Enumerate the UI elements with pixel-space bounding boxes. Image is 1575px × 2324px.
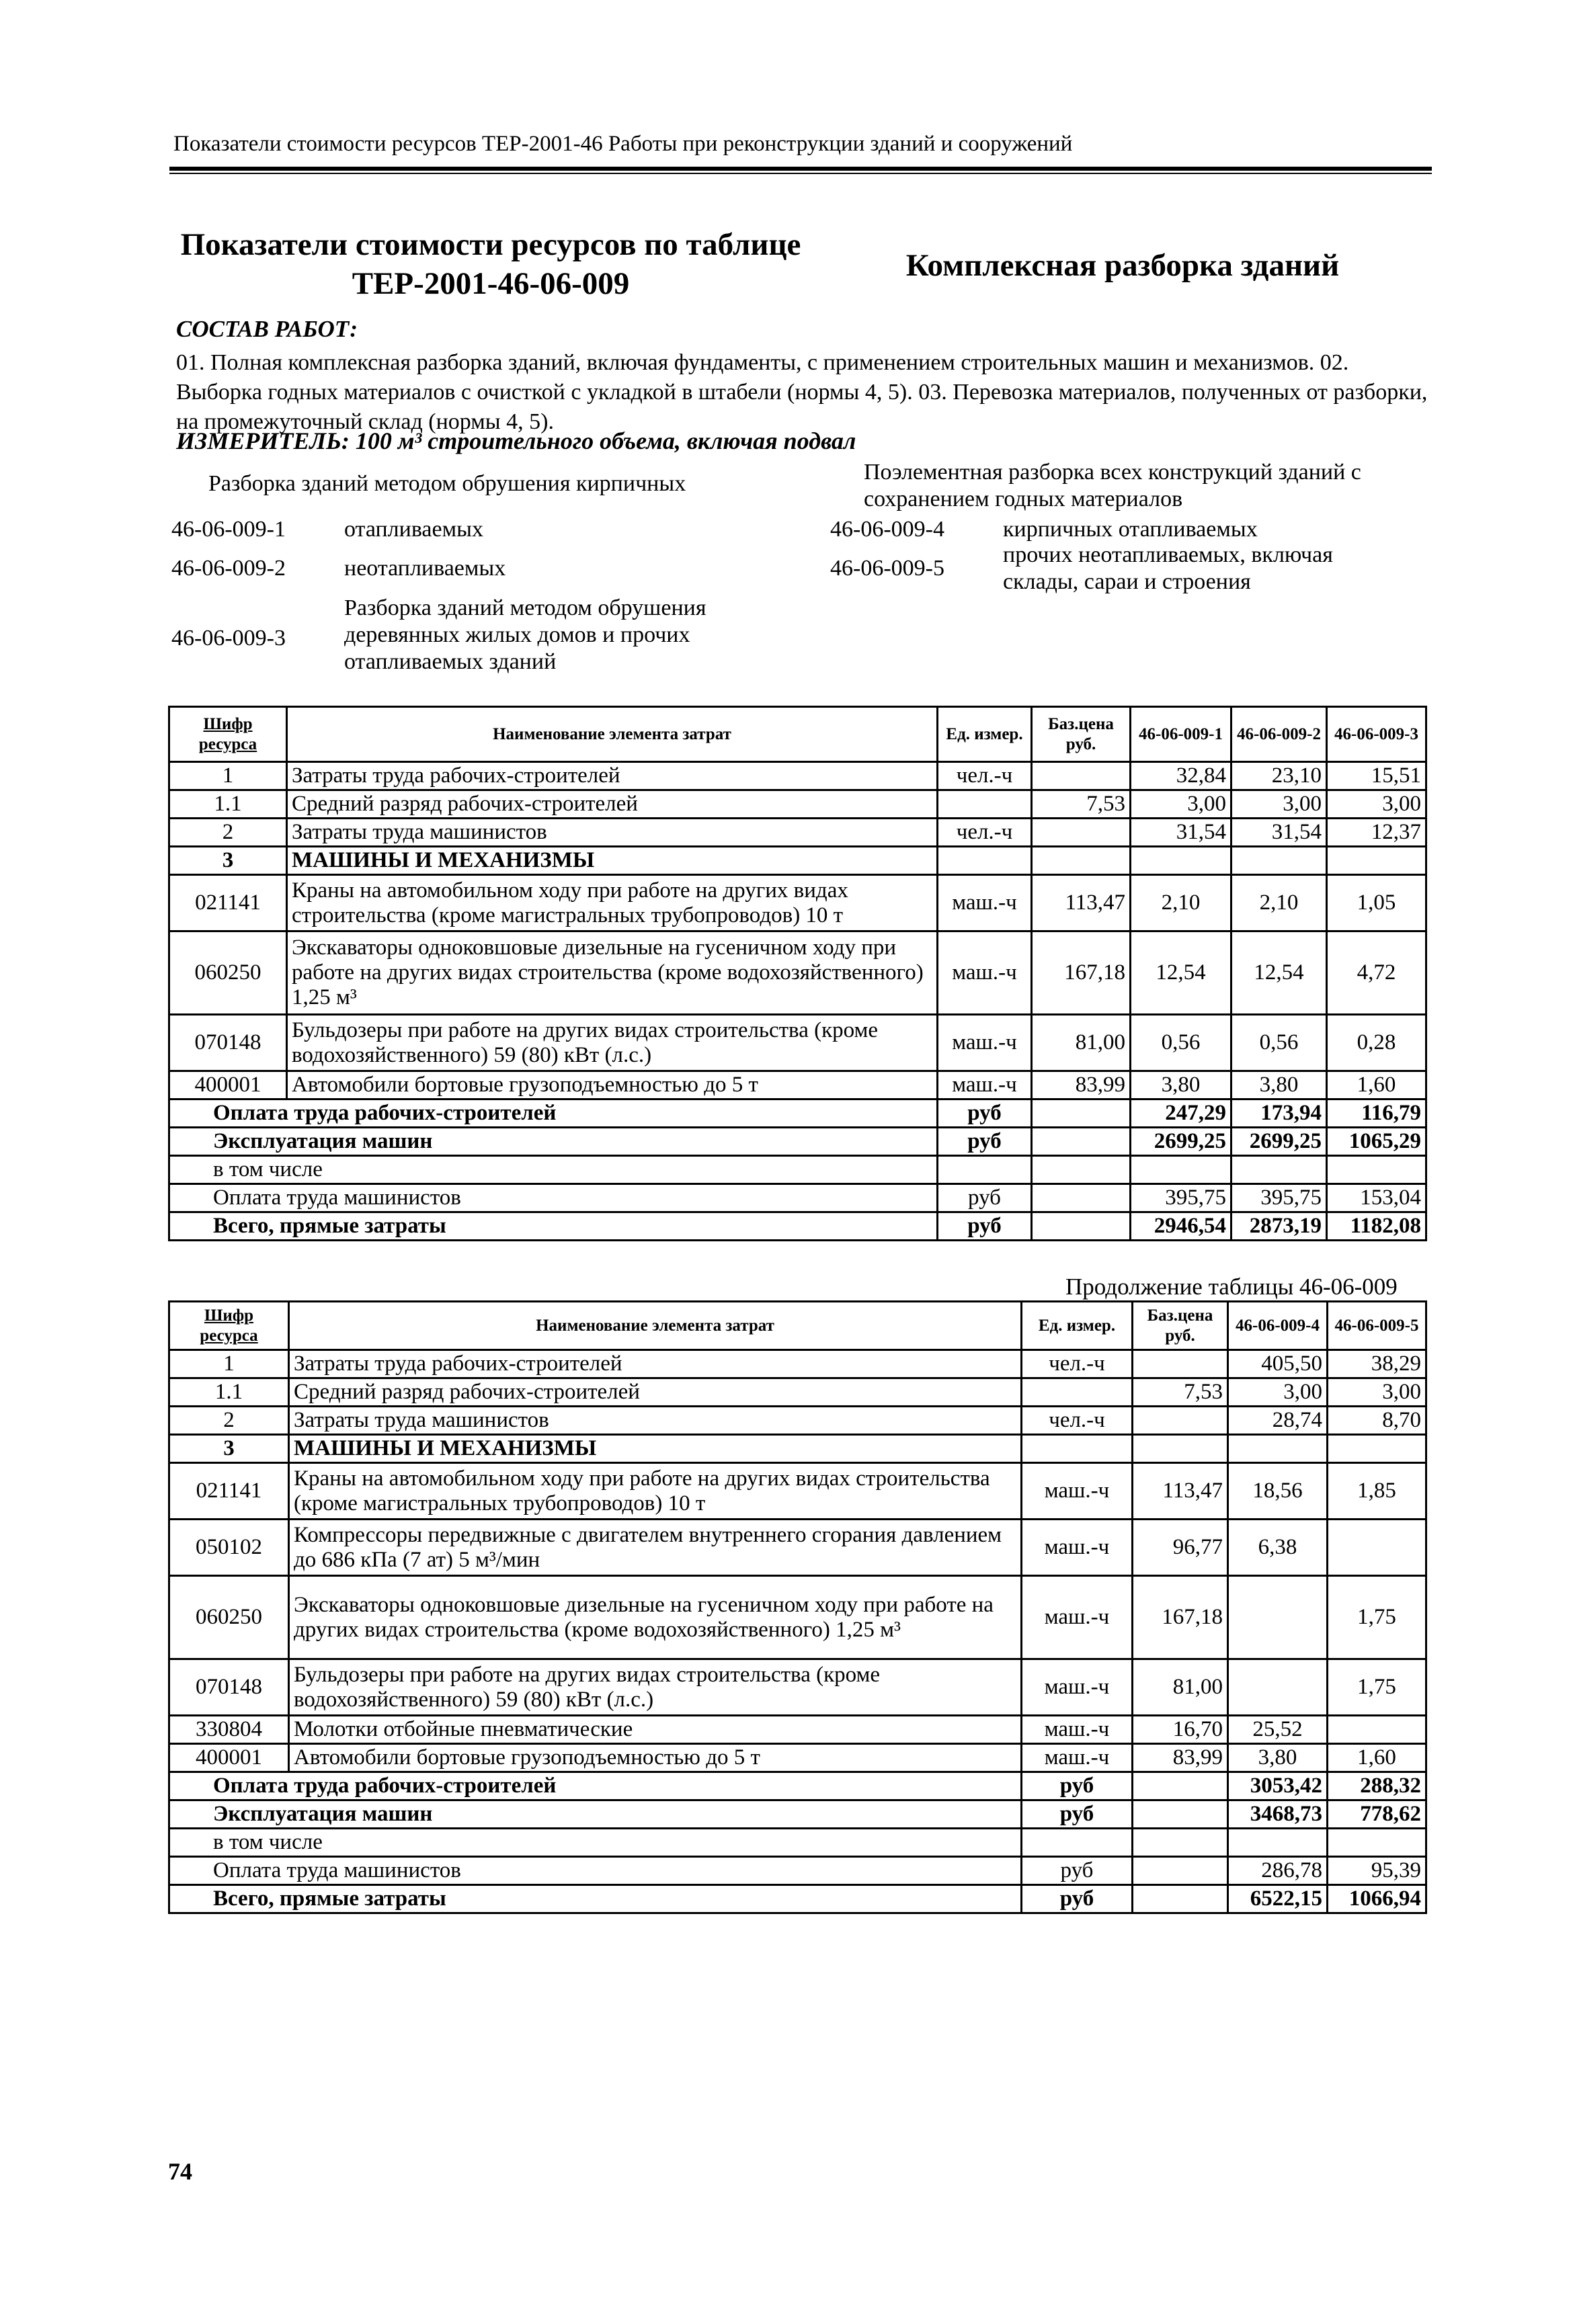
row-val-1: 12,54 [1131,931,1231,1015]
code-5: 46-06-009-5 [830,556,944,581]
table-row [169,931,1426,1015]
summary-val-4: 286,78 [1228,1857,1328,1885]
izmeritel-label: ИЗМЕРИТЕЛЬ: [176,427,350,454]
row-val-5: 1,60 [1328,1744,1426,1772]
row-name: Бульдозеры при работе на других видах строительства (кроме водохозяйственного) 59 (80) кВт (л.с.) [287,1015,938,1071]
row-unit: маш.-ч [1022,1576,1133,1659]
summary-row [169,1800,1426,1829]
header-price: Баз.цена руб. [1032,707,1131,762]
summary-unit [938,1156,1032,1184]
row-unit: маш.-ч [1022,1520,1133,1576]
group-a-title: Разборка зданий методом обрушения кирпичных [208,471,686,496]
row-unit [1022,1435,1133,1463]
section-title: Комплексная разборка зданий [905,248,1340,283]
table-row [169,1350,1426,1378]
row-code: 330804 [169,1716,289,1744]
header-code: Шифр ресурса [169,707,287,762]
summary-row [169,1857,1426,1885]
summary-val-4: 3468,73 [1228,1800,1328,1829]
code-2-desc: неотапливаемых [344,556,506,581]
row-unit: маш.-ч [1022,1744,1133,1772]
summary-unit: руб [1022,1772,1133,1800]
row-val-4: 3,00 [1228,1378,1328,1407]
row-code: 400001 [169,1744,289,1772]
summary-val-2 [1231,1156,1327,1184]
summary-label: Эксплуатация машин [169,1128,938,1156]
summary-val-1: 2946,54 [1131,1212,1231,1241]
group-b-title: Поэлементная разборка всех конструкций зданий с сохранением годных материалов [864,460,1361,511]
summary-val-1: 247,29 [1131,1099,1231,1128]
summary-label: Оплата труда рабочих-строителей [169,1099,938,1128]
row-name: Краны на автомобильном ходу при работе на других видах строительства (кроме магистральных трубопроводов) 10 т [287,875,938,931]
row-code: 400001 [169,1071,287,1099]
summary-price [1032,1184,1131,1212]
continuation-caption: Продолжение таблицы 46-06-009 [1065,1274,1398,1300]
row-unit: чел.-ч [938,819,1032,847]
izmeritel-value: 100 м³ строительного объема, включая подвал [355,427,856,454]
header-unit: Ед. измер. [938,707,1032,762]
row-price: 96,77 [1133,1520,1228,1576]
row-val-5 [1328,1716,1426,1744]
row-val-3: 15,51 [1327,762,1426,790]
summary-price [1133,1829,1228,1857]
summary-val-5: 95,39 [1328,1857,1426,1885]
table-row [169,847,1426,875]
row-code: 070148 [169,1015,287,1071]
summary-val-4 [1228,1829,1328,1857]
row-price [1133,1435,1228,1463]
row-code: 1 [169,1350,289,1378]
table-row [169,819,1426,847]
row-val-5: 1,75 [1328,1659,1426,1716]
row-name: МАШИНЫ И МЕХАНИЗМЫ [289,1435,1022,1463]
code-2: 46-06-009-2 [171,556,286,581]
row-unit: маш.-ч [1022,1716,1133,1744]
summary-row [169,1184,1426,1212]
header-unit: Ед. измер. [1022,1302,1133,1350]
row-name: МАШИНЫ И МЕХАНИЗМЫ [287,847,938,875]
resource-table-1 [168,706,1427,1241]
row-unit: маш.-ч [1022,1463,1133,1520]
header-col-3: 46-06-009-3 [1327,707,1426,762]
summary-val-1: 395,75 [1131,1184,1231,1212]
row-name: Затраты труда рабочих-строителей [287,762,938,790]
summary-label: Оплата труда машинистов [169,1857,1022,1885]
row-val-2: 2,10 [1231,875,1327,931]
summary-unit: руб [938,1128,1032,1156]
row-unit: чел.-ч [938,762,1032,790]
table-row [169,1071,1426,1099]
row-price: 113,47 [1133,1463,1228,1520]
row-price: 167,18 [1032,931,1131,1015]
summary-unit: руб [1022,1857,1133,1885]
summary-unit: руб [938,1099,1032,1128]
summary-unit [1022,1829,1133,1857]
row-val-3: 4,72 [1327,931,1426,1015]
summary-label: в том числе [169,1156,938,1184]
row-val-3: 0,28 [1327,1015,1426,1071]
table-row [169,875,1426,931]
summary-row [169,1829,1426,1857]
row-val-4 [1228,1576,1328,1659]
row-name: Затраты труда машинистов [287,819,938,847]
row-code: 060250 [169,931,287,1015]
row-price: 113,47 [1032,875,1131,931]
row-val-2: 31,54 [1231,819,1327,847]
row-price: 81,00 [1133,1659,1228,1716]
summary-price [1133,1800,1228,1829]
summary-label: Эксплуатация машин [169,1800,1022,1829]
table-header-row [169,707,1426,762]
row-code: 2 [169,1407,289,1435]
row-price [1032,762,1131,790]
row-price: 83,99 [1133,1744,1228,1772]
summary-val-4: 3053,42 [1228,1772,1328,1800]
row-val-5: 8,70 [1328,1407,1426,1435]
row-unit: маш.-ч [938,1071,1032,1099]
header-rule-thin [169,173,1432,174]
row-val-5: 1,75 [1328,1576,1426,1659]
row-code: 1.1 [169,1378,289,1407]
row-val-5 [1328,1520,1426,1576]
row-code: 070148 [169,1659,289,1716]
row-price [1133,1407,1228,1435]
code-4-desc: кирпичных отапливаемых [1003,517,1258,542]
title-line-2: ТЕР-2001-46-06-009 [352,266,630,301]
summary-val-2: 395,75 [1231,1184,1327,1212]
row-val-3: 1,05 [1327,875,1426,931]
summary-row [169,1772,1426,1800]
row-name: Экскаваторы одноковшовые дизельные на гусеничном ходу при работе на других видах строительства (кроме водохозяйственного) 1,25 м³ [287,931,938,1015]
header-col-1: 46-06-009-1 [1131,707,1231,762]
row-val-2: 3,80 [1231,1071,1327,1099]
row-val-1: 2,10 [1131,875,1231,931]
summary-val-5: 1066,94 [1328,1885,1426,1913]
summary-val-2: 2873,19 [1231,1212,1327,1241]
summary-price [1032,1128,1131,1156]
summary-val-1: 2699,25 [1131,1128,1231,1156]
row-val-4 [1228,1659,1328,1716]
summary-price [1032,1212,1131,1241]
header-col-4: 46-06-009-4 [1228,1302,1328,1350]
summary-row [169,1156,1426,1184]
row-val-4: 405,50 [1228,1350,1328,1378]
summary-row [169,1099,1426,1128]
summary-label: Оплата труда рабочих-строителей [169,1772,1022,1800]
table-row [169,790,1426,819]
summary-val-3: 153,04 [1327,1184,1426,1212]
row-code: 1.1 [169,790,287,819]
summary-val-3 [1327,1156,1426,1184]
row-val-1 [1131,847,1231,875]
table-row [169,1659,1426,1716]
table-row [169,1407,1426,1435]
row-val-2 [1231,847,1327,875]
header-col-5: 46-06-009-5 [1328,1302,1426,1350]
row-val-1: 3,00 [1131,790,1231,819]
summary-label: Оплата труда машинистов [169,1184,938,1212]
header-code: Шифр ресурса [169,1302,289,1350]
code-1-desc: отапливаемых [344,517,483,542]
row-price: 81,00 [1032,1015,1131,1071]
sostav-heading: СОСТАВ РАБОТ: [176,316,358,342]
row-val-1: 0,56 [1131,1015,1231,1071]
summary-val-2: 173,94 [1231,1099,1327,1128]
table-row [169,1435,1426,1463]
table-row [169,1744,1426,1772]
row-val-4: 18,56 [1228,1463,1328,1520]
summary-val-3: 116,79 [1327,1099,1426,1128]
row-name: Экскаваторы одноковшовые дизельные на гусеничном ходу при работе на других видах строительства (кроме водохозяйственного) 1,25 м³ [289,1576,1022,1659]
row-price [1032,819,1131,847]
code-4: 46-06-009-4 [830,517,944,542]
row-val-5: 1,85 [1328,1463,1426,1520]
row-name: Средний разряд рабочих-строителей [287,790,938,819]
row-unit [938,790,1032,819]
row-code: 3 [169,1435,289,1463]
summary-row [169,1128,1426,1156]
row-code: 060250 [169,1576,289,1659]
summary-val-1 [1131,1156,1231,1184]
row-unit [1022,1378,1133,1407]
summary-label: Всего, прямые затраты [169,1212,938,1241]
summary-price [1133,1885,1228,1913]
row-val-4: 3,80 [1228,1744,1328,1772]
row-val-2: 0,56 [1231,1015,1327,1071]
row-val-4: 28,74 [1228,1407,1328,1435]
summary-price [1032,1156,1131,1184]
table-row [169,762,1426,790]
row-name: Средний разряд рабочих-строителей [289,1378,1022,1407]
row-unit: чел.-ч [1022,1407,1133,1435]
resource-table-2 [168,1300,1427,1914]
table-row [169,1520,1426,1576]
group-c-title: Разборка зданий методом обрушения деревянных жилых домов и прочих отапливаемых зданий [344,595,706,674]
row-unit: чел.-ч [1022,1350,1133,1378]
row-price: 83,99 [1032,1071,1131,1099]
summary-price [1133,1857,1228,1885]
izmeritel [176,427,856,455]
row-val-3: 3,00 [1327,790,1426,819]
row-name: Затраты труда рабочих-строителей [289,1350,1022,1378]
header-rule [169,167,1432,171]
code-3: 46-06-009-3 [171,626,286,651]
summary-row [169,1885,1426,1913]
table-row [169,1716,1426,1744]
table-row [169,1463,1426,1520]
page-number: 74 [168,2158,192,2185]
summary-label: Всего, прямые затраты [169,1885,1022,1913]
row-val-1: 31,54 [1131,819,1231,847]
summary-row [169,1212,1426,1241]
row-price [1032,847,1131,875]
summary-unit: руб [1022,1885,1133,1913]
summary-price [1133,1772,1228,1800]
header-col-2: 46-06-009-2 [1231,707,1327,762]
row-unit: маш.-ч [938,875,1032,931]
row-price: 16,70 [1133,1716,1228,1744]
row-price: 7,53 [1032,790,1131,819]
header-name: Наименование элемента затрат [287,707,938,762]
title-line-1: Показатели стоимости ресурсов по таблице [180,227,801,262]
summary-val-5: 288,32 [1328,1772,1426,1800]
table-row [169,1378,1426,1407]
summary-val-3: 1065,29 [1327,1128,1426,1156]
row-name: Автомобили бортовые грузоподъемностью до 5 т [289,1744,1022,1772]
row-val-3: 12,37 [1327,819,1426,847]
row-code: 3 [169,847,287,875]
row-code: 2 [169,819,287,847]
table-row [169,1576,1426,1659]
row-name: Бульдозеры при работе на других видах строительства (кроме водохозяйственного) 59 (80) кВт (л.с.) [289,1659,1022,1716]
summary-val-5 [1328,1829,1426,1857]
row-price: 167,18 [1133,1576,1228,1659]
row-val-4 [1228,1435,1328,1463]
row-unit: маш.-ч [938,1015,1032,1071]
page-title [168,225,813,303]
table-header-row [169,1302,1426,1350]
row-val-1: 32,84 [1131,762,1231,790]
summary-label: в том числе [169,1829,1022,1857]
row-price [1133,1350,1228,1378]
table-row [169,1015,1426,1071]
row-code: 021141 [169,1463,289,1520]
row-code: 050102 [169,1520,289,1576]
code-5-desc: прочих неотапливаемых, включая склады, сараи и строения [1003,542,1333,594]
row-val-3: 1,60 [1327,1071,1426,1099]
row-unit [938,847,1032,875]
header-price: Баз.цена руб. [1133,1302,1228,1350]
summary-val-5: 778,62 [1328,1800,1426,1829]
row-val-2: 3,00 [1231,790,1327,819]
row-name: Компрессоры передвижные с двигателем внутреннего сгорания давлением до 686 кПа (7 ат) 5 м³/мин [289,1520,1022,1576]
header-name: Наименование элемента затрат [289,1302,1022,1350]
row-val-5: 3,00 [1328,1378,1426,1407]
row-val-4: 25,52 [1228,1716,1328,1744]
row-price: 7,53 [1133,1378,1228,1407]
row-val-5: 38,29 [1328,1350,1426,1378]
summary-price [1032,1099,1131,1128]
row-val-3 [1327,847,1426,875]
summary-unit: руб [938,1184,1032,1212]
summary-unit: руб [1022,1800,1133,1829]
row-name: Молотки отбойные пневматические [289,1716,1022,1744]
row-name: Затраты труда машинистов [289,1407,1022,1435]
running-head: Показатели стоимости ресурсов ТЕР-2001-46 Работы при реконструкции зданий и сооружений [173,132,1073,156]
summary-val-2: 2699,25 [1231,1128,1327,1156]
row-val-1: 3,80 [1131,1071,1231,1099]
row-val-5 [1328,1435,1426,1463]
row-name: Краны на автомобильном ходу при работе на других видах строительства (кроме магистральных трубопроводов) 10 т [289,1463,1022,1520]
summary-val-3: 1182,08 [1327,1212,1426,1241]
summary-val-4: 6522,15 [1228,1885,1328,1913]
row-unit: маш.-ч [1022,1659,1133,1716]
row-val-4: 6,38 [1228,1520,1328,1576]
row-val-2: 12,54 [1231,931,1327,1015]
summary-unit: руб [938,1212,1032,1241]
row-name: Автомобили бортовые грузоподъемностью до 5 т [287,1071,938,1099]
row-unit: маш.-ч [938,931,1032,1015]
code-1: 46-06-009-1 [171,517,286,542]
row-code: 1 [169,762,287,790]
sostav-text: 01. Полная комплексная разборка зданий, включая фундаменты, с применением строительных машин и механизмов. 02. Выборка годных материалов с очисткой с укладкой в штабели (нормы 4, 5). 03. Перевозка материалов, полученных от разборки, на промежуточный склад (нормы 4, 5). [176,350,1428,434]
row-code: 021141 [169,875,287,931]
row-val-2: 23,10 [1231,762,1327,790]
